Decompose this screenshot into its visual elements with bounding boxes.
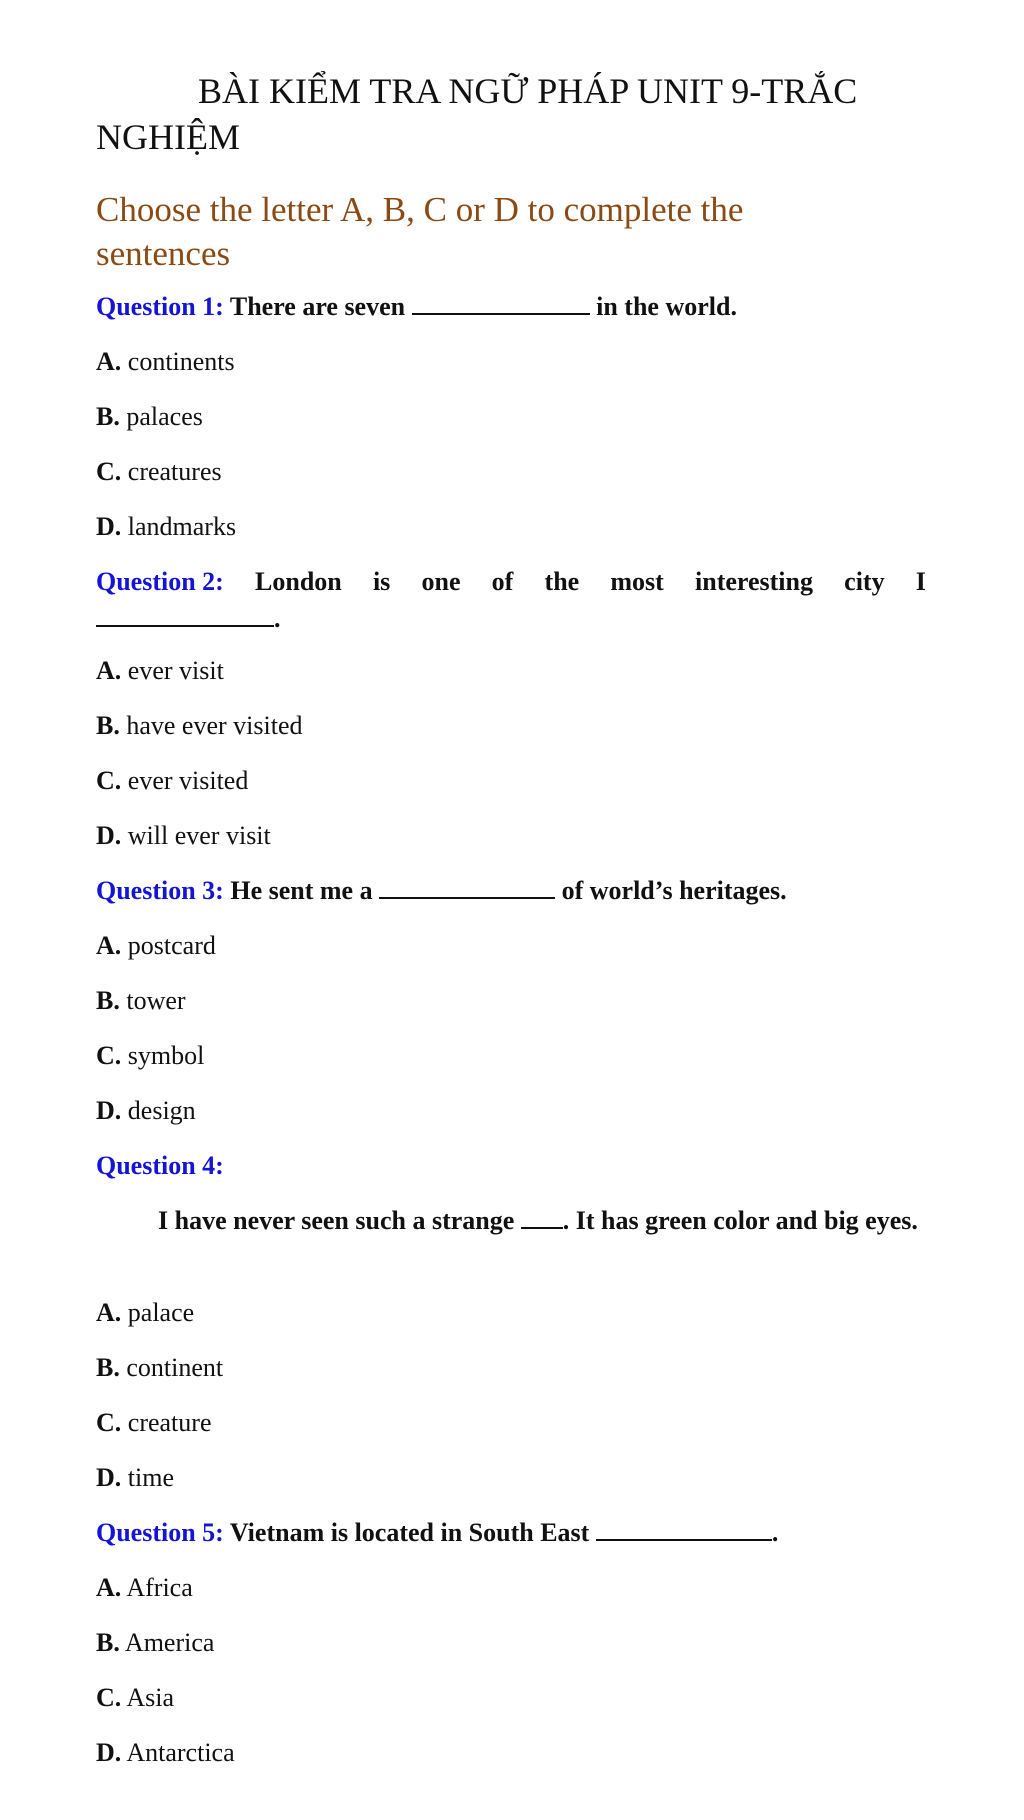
option-text: have ever visited	[126, 711, 303, 740]
question-4-text	[96, 1204, 926, 1238]
option-b[interactable]	[96, 1627, 214, 1659]
option-text: design	[127, 1096, 196, 1125]
question-text-after: in the world.	[596, 292, 737, 321]
option-text: America	[124, 1628, 215, 1657]
option-a[interactable]	[96, 346, 235, 378]
question-word: the	[544, 567, 580, 596]
option-a[interactable]	[96, 1572, 193, 1604]
answer-blank	[412, 291, 590, 315]
option-c[interactable]	[96, 1407, 211, 1439]
instruction-text: Choose the letter A, B, C or D to complete the sentences	[96, 190, 744, 273]
option-letter: C.	[96, 1408, 122, 1437]
question-label: Question 5:	[96, 1518, 224, 1547]
question-text-after: .	[274, 604, 281, 633]
option-c[interactable]	[96, 456, 222, 488]
option-a[interactable]	[96, 655, 224, 687]
question-word: city	[844, 567, 885, 596]
option-b[interactable]	[96, 1352, 223, 1384]
answer-blank	[379, 875, 555, 899]
question-text-before: I have never seen such a strange	[158, 1206, 515, 1235]
option-a[interactable]	[96, 930, 216, 962]
option-text: palaces	[126, 402, 203, 431]
option-text: will ever visit	[127, 821, 271, 850]
question-5	[96, 1517, 778, 1549]
answer-blank	[596, 1517, 772, 1541]
question-word: London	[255, 567, 342, 596]
question-text-before: There are seven	[229, 292, 406, 321]
question-text-after: .	[771, 1518, 779, 1547]
question-text-before: Vietnam is located in South East	[229, 1518, 590, 1547]
option-text: ever visit	[127, 656, 224, 685]
option-letter: A.	[96, 1573, 122, 1602]
answer-blank	[521, 1205, 563, 1229]
question-label: Question 3:	[96, 876, 224, 905]
option-letter: D.	[96, 1096, 122, 1125]
option-text: creature	[127, 1408, 212, 1437]
option-c[interactable]	[96, 765, 248, 797]
option-b[interactable]	[96, 401, 203, 433]
option-d[interactable]	[96, 820, 271, 852]
option-text: creatures	[127, 457, 222, 486]
option-d[interactable]	[96, 1462, 174, 1494]
option-d[interactable]	[96, 1095, 196, 1127]
question-word: most	[610, 567, 664, 596]
option-letter: D.	[96, 1463, 122, 1492]
question-1	[96, 291, 737, 323]
question-2	[96, 566, 926, 598]
option-letter: C.	[96, 457, 122, 486]
option-letter: D.	[96, 821, 122, 850]
option-letter: B.	[96, 1353, 120, 1382]
question-label: Question 1:	[96, 292, 224, 321]
option-b[interactable]	[96, 985, 186, 1017]
question-text-after: . It has green color and big eyes.	[562, 1206, 918, 1235]
option-letter: B.	[96, 986, 120, 1015]
option-text: landmarks	[127, 512, 237, 541]
question-text-before: He sent me a	[230, 876, 373, 905]
option-letter: C.	[96, 1683, 122, 1712]
option-d[interactable]	[96, 511, 236, 543]
option-text: symbol	[127, 1041, 205, 1070]
option-letter: A.	[96, 931, 122, 960]
question-2-continuation	[96, 603, 281, 635]
question-word: one	[421, 567, 461, 596]
question-3	[96, 875, 787, 907]
option-text: continents	[127, 347, 235, 376]
question-word: interesting	[695, 567, 813, 596]
option-text: time	[127, 1463, 174, 1492]
option-text: palace	[127, 1298, 195, 1327]
question-word: of	[491, 567, 514, 596]
option-c[interactable]	[96, 1682, 174, 1714]
option-text: Asia	[126, 1683, 175, 1712]
option-letter: B.	[96, 1628, 120, 1657]
option-c[interactable]	[96, 1040, 204, 1072]
option-letter: D.	[96, 512, 122, 541]
question-4	[96, 1150, 224, 1182]
option-text: Antarctica	[126, 1738, 235, 1767]
answer-blank	[96, 603, 274, 627]
option-letter: C.	[96, 1041, 122, 1070]
question-text-after: of world’s heritages.	[561, 876, 787, 905]
option-text: postcard	[127, 931, 216, 960]
option-text: ever visited	[127, 766, 249, 795]
option-letter: A.	[96, 656, 122, 685]
option-letter: A.	[96, 347, 122, 376]
option-d[interactable]	[96, 1737, 235, 1769]
option-letter: B.	[96, 402, 120, 431]
question-word: I	[915, 567, 926, 596]
worksheet-title: BÀI KIỂM TRA NGỮ PHÁP UNIT 9-TRẮC NGHIỆM	[96, 71, 858, 157]
option-letter: D.	[96, 1738, 122, 1767]
option-text: Africa	[126, 1573, 193, 1602]
option-b[interactable]	[96, 710, 303, 742]
option-letter: A.	[96, 1298, 122, 1327]
question-word: is	[372, 567, 391, 596]
option-letter: C.	[96, 766, 122, 795]
option-text: continent	[126, 1353, 224, 1382]
option-text: tower	[126, 986, 186, 1015]
option-a[interactable]	[96, 1297, 194, 1329]
option-letter: B.	[96, 711, 120, 740]
question-label: Question 2:	[96, 567, 224, 596]
question-label: Question 4:	[96, 1151, 224, 1180]
